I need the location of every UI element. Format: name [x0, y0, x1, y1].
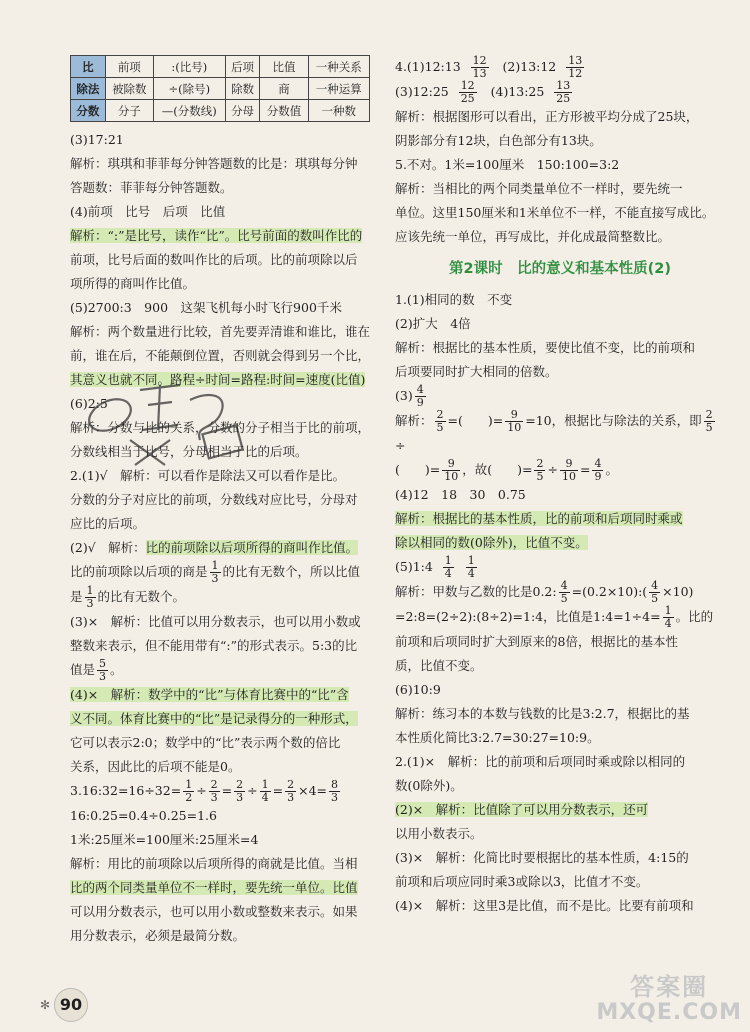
text-span: =( )= [447, 413, 504, 428]
fraction-denominator: 10 [444, 470, 459, 483]
text-line [395, 80, 725, 105]
fraction-denominator: 3 [331, 791, 339, 804]
text-line: 以用小数表示。 [395, 826, 483, 841]
left-column [70, 55, 370, 948]
text-line: (5)2700:3 900 这架飞机每小时飞行900千米 [70, 300, 342, 315]
text-span: ( )= [395, 462, 441, 477]
fraction [554, 80, 572, 105]
text-line: 解析：当相比的两个同类量单位不一样时，要先统一 [395, 181, 683, 196]
fraction [329, 779, 340, 804]
fraction [466, 555, 477, 580]
fraction-denominator: 3 [210, 791, 218, 804]
text-span: 是 [70, 589, 83, 604]
text-line: 5.不对。1米=100厘米 150:100=3:2 [395, 157, 620, 172]
fraction-denominator: 3 [236, 791, 244, 804]
fraction-numerator: 9 [560, 458, 578, 471]
text-line [70, 876, 370, 900]
fraction [459, 80, 477, 105]
fraction [183, 779, 194, 804]
fraction-numerator: 1 [444, 554, 452, 567]
fraction-numerator: 2 [536, 457, 544, 470]
fraction-denominator: 5 [536, 470, 544, 483]
text-line: 1.(1)相同的数 不变 [395, 292, 513, 307]
table-cell: 分子 [105, 100, 153, 122]
fraction [210, 560, 221, 585]
fraction-denominator: 4 [261, 791, 269, 804]
text-line [395, 409, 725, 458]
text-line: 整数来表示，但不能用带有“:”的形式表示。5:3的比 [70, 638, 358, 653]
text-span: (3) [395, 388, 413, 403]
table-cell: 前项 [105, 56, 153, 78]
text-line: (6)10:9 [395, 682, 441, 697]
fraction-numerator: 1 [185, 778, 193, 791]
fraction [209, 779, 220, 804]
text-line: 解析：两个数量进行比较，首先要弄清谁和谁比，谁在 [70, 324, 371, 339]
text-line [395, 605, 725, 630]
fraction-denominator: 5 [560, 592, 568, 605]
fraction [663, 605, 674, 630]
text-span: 3.16:32=16÷32= [70, 783, 182, 798]
fraction-numerator: 12 [472, 54, 487, 67]
table-cell: 比值 [260, 56, 308, 78]
text-span: ÷ [547, 462, 558, 477]
table-row [71, 78, 370, 100]
fraction-denominator: 9 [594, 470, 602, 483]
text-line: 16:0.25=0.4÷0.25=1.6 [70, 808, 217, 823]
fraction-denominator: 3 [287, 791, 295, 804]
text-span: 。 [110, 662, 123, 677]
text-span: 。比的 [675, 609, 714, 624]
fraction-numerator: 2 [436, 408, 444, 421]
fraction-denominator: 2 [185, 791, 193, 804]
table-row [71, 56, 370, 78]
text-line: (4)× 解析：这里3是比值，而不是比。比要有前项和 [395, 898, 694, 913]
fraction-numerator: 2 [287, 778, 295, 791]
text-line [70, 560, 370, 585]
fraction-numerator: 2 [210, 778, 218, 791]
fraction-denominator: 25 [460, 92, 475, 105]
fraction [85, 585, 96, 610]
text-line [395, 55, 725, 80]
text-line [70, 707, 370, 731]
text-span: 的比有无数个。 [97, 589, 186, 604]
highlight-text: 解析：根据比的基本性质，比的前项和后项同时乘或 [395, 511, 683, 526]
fraction-denominator: 25 [556, 92, 571, 105]
fraction-denominator: 5 [651, 592, 659, 605]
text-line: 数(0除外)。 [395, 778, 463, 793]
fraction [415, 384, 426, 409]
ratio-table [70, 55, 370, 122]
text-span: (5)1:4 [395, 559, 433, 574]
highlight-text: (4)× 解析：数学中的“比”与体育比赛中的“比”含 [70, 687, 349, 702]
text-span: 的比有无数个，所以比值 [222, 564, 361, 579]
text-line: 后项要同时扩大相同的倍数。 [395, 364, 558, 379]
lesson-title: 第2课时 比的意义和基本性质(2) [449, 261, 671, 277]
fraction [505, 409, 523, 434]
text-line: 前项和后项应同时乘3或除以3，比值才不变。 [395, 874, 649, 889]
text-line: (3)× 解析：化简比时要根据比的基本性质，4:15的 [395, 850, 689, 865]
text-span: = [221, 783, 233, 798]
text-line: 分数线相当于比号，分母相当于比的后项。 [70, 444, 308, 459]
fraction [234, 779, 245, 804]
text-line: 解析：根据图形可以看出，正方形被平均分成了25块， [395, 109, 699, 124]
fraction [435, 409, 446, 434]
text-span: 比的前项除以后项的商是 [70, 564, 208, 579]
text-span: (4)13:25 [490, 84, 545, 99]
highlight-text: (2)× 解析：比值除了可以用分数表示，还可 [395, 802, 649, 817]
fraction-numerator: 13 [556, 79, 571, 92]
text-line: (2)扩大 4倍 [395, 316, 471, 331]
fraction [592, 458, 603, 483]
text-line: (6)2:5 [70, 396, 108, 411]
text-span: ÷ [395, 438, 406, 453]
text-line: 解析：琪琪和菲菲每分钟答题数的比是：琪琪每分钟 [70, 156, 358, 171]
fraction-denominator: 12 [568, 67, 583, 80]
table-cell: —(分数线) [153, 100, 225, 122]
fraction-numerator: 4 [416, 383, 424, 396]
text-line: 答题数：菲菲每分钟答题数。 [70, 180, 233, 195]
text-line: 单位。这里150厘米和1米单位不一样，不能直接写成比。 [395, 205, 715, 220]
text-line: 它可以表示2:0；数学中的“比”表示两个数的倍比 [70, 735, 341, 750]
fraction [649, 580, 660, 605]
text-line: 用分数表示，必须是最简分数。 [70, 928, 246, 943]
table-cell: 一种关系 [308, 56, 369, 78]
fraction-denominator: 10 [561, 470, 576, 483]
text-line [395, 384, 725, 409]
table-cell: ÷(除号) [153, 78, 225, 100]
fraction [97, 658, 108, 683]
text-line [70, 368, 370, 392]
text-span: 解析： [395, 413, 433, 428]
table-row [71, 100, 370, 122]
text-line: 项所得的商叫作比值。 [70, 276, 196, 291]
fraction [260, 779, 271, 804]
text-line [70, 658, 370, 683]
text-line: 应该先统一单位，再写成比，并化成最简整数比。 [395, 229, 671, 244]
table-cell: 一种运算 [308, 78, 369, 100]
text-line: 解析：根据比的基本性质，要使比值不变，比的前项和 [395, 340, 696, 355]
text-line: 1米:25厘米=100厘米:25厘米=4 [70, 832, 259, 847]
text-span: ÷ [247, 783, 258, 798]
text-line: (3)× 解析：比值可以用分数表示，也可以用小数或 [70, 614, 361, 629]
text-line [395, 531, 725, 555]
fraction-numerator: 1 [211, 559, 219, 572]
right-column [395, 55, 725, 918]
watermark-line: MXQE.COM [596, 1000, 742, 1025]
fraction-numerator: 8 [331, 778, 339, 791]
fraction-numerator: 4 [560, 579, 568, 592]
table-cell: 分数 [71, 100, 106, 122]
watermark-line: 答案圈 [630, 973, 709, 1001]
text-span: ÷ [196, 783, 207, 798]
table-cell: :(比号) [153, 56, 225, 78]
text-span: 解析：甲数与乙数的比是0.2: [395, 584, 557, 599]
highlight-text: 比的两个同类量单位不一样时，要先统一单位。比值 [70, 880, 358, 895]
table-cell: 商 [260, 78, 308, 100]
fraction-denominator: 5 [436, 421, 444, 434]
fraction-numerator: 4 [594, 457, 602, 470]
fraction-numerator: 5 [99, 657, 107, 670]
text-span: 值是 [70, 662, 96, 677]
text-span: ×10) [662, 584, 694, 599]
text-span: ×4= [298, 783, 328, 798]
fraction-numerator: 1 [664, 604, 672, 617]
text-span: = [579, 462, 591, 477]
table-cell: 除法 [71, 78, 106, 100]
table-cell: 一种数 [308, 100, 369, 122]
fraction-numerator: 2 [236, 778, 244, 791]
fraction-numerator: 9 [442, 458, 460, 471]
text-span: (3)12:25 [395, 84, 449, 99]
fraction-numerator: 1 [261, 778, 269, 791]
table-cell: 分数值 [260, 100, 308, 122]
answer-label: (2)√ 解析： [70, 540, 146, 555]
fraction [566, 55, 584, 80]
text-line: 解析：用比的前项除以后项所得的商就是比值。当相 [70, 856, 358, 871]
table-cell: 被除数 [105, 78, 153, 100]
page-number [40, 988, 88, 1022]
text-line [70, 779, 370, 804]
text-span: (2)13:12 [502, 59, 557, 74]
highlight-text: 比的前项除以后项所得的商叫作比值。 [145, 540, 359, 555]
page-number-badge: 90 [54, 988, 88, 1022]
text-line: 前项和后项同时扩大到原来的8倍，根据比的基本性 [395, 634, 678, 649]
text-line: 应比的后项。 [70, 516, 146, 531]
text-span: =(0.2×10):( [571, 584, 648, 599]
text-line: 前项，比号后面的数叫作比的后项。比的前项除以后 [70, 252, 358, 267]
fraction [704, 409, 715, 434]
fraction-numerator: 4 [651, 579, 659, 592]
fraction [285, 779, 296, 804]
table-cell: 除数 [225, 78, 260, 100]
text-line [70, 683, 370, 707]
text-line: (3)17:21 [70, 132, 124, 147]
table-cell: 比 [71, 56, 106, 78]
text-line: 2.(1)√ 解析：可以看作是除法又可以看作是比。 [70, 468, 346, 483]
highlight-text: 义不同。体育比赛中的“比”是记录得分的一种形式， [70, 711, 358, 726]
fraction-denominator: 4 [664, 617, 672, 630]
text-line: 2.(1)× 解析：比的前项和后项同时乘或除以相同的 [395, 754, 686, 769]
text-line [395, 555, 725, 580]
text-line: 关系，因此比的后项不能是0。 [70, 759, 241, 774]
text-span: =2:8=(2÷2):(8÷2)=1:4，比值是1:4=1÷4= [395, 609, 661, 624]
text-span: = [272, 783, 284, 798]
fraction-denominator: 9 [416, 396, 424, 409]
fraction-numerator: 9 [505, 409, 523, 422]
fraction-numerator: 1 [467, 554, 475, 567]
fraction-denominator: 13 [472, 67, 487, 80]
text-line [70, 224, 370, 248]
text-line: (4)12 18 30 0.75 [395, 487, 526, 502]
text-line [395, 458, 725, 483]
fraction-denominator: 3 [99, 670, 107, 683]
text-line: 本性质化简比3:2.7=30:27=10:9。 [395, 730, 600, 745]
fraction-numerator: 12 [460, 79, 475, 92]
text-line [395, 507, 725, 531]
text-line: 质，比值不变。 [395, 658, 483, 673]
fraction-denominator: 5 [705, 421, 713, 434]
table-cell: 后项 [225, 56, 260, 78]
highlight-text: 其意义也就不同。路程÷时间=路程:时间=速度(比值) [70, 372, 366, 387]
highlight-text: 除以相同的数(0除外)，比值不变。 [395, 535, 588, 550]
text-line [70, 585, 370, 610]
watermark [596, 974, 742, 1026]
text-line [395, 798, 725, 822]
fraction [443, 555, 454, 580]
fraction-denominator: 10 [507, 421, 522, 434]
fraction [559, 580, 570, 605]
table-cell: 分母 [225, 100, 260, 122]
fraction-numerator: 2 [705, 408, 713, 421]
text-span: =10，根据比与除法的关系，即 [525, 413, 702, 428]
text-span: 4.(1)12:13 [395, 59, 461, 74]
fraction [471, 55, 489, 80]
fraction-denominator: 3 [86, 597, 94, 610]
text-line: 解析：分数与比的关系，分数的分子相当于比的前项， [70, 420, 371, 435]
fraction-denominator: 4 [467, 567, 475, 580]
text-span: 。 [605, 462, 618, 477]
text-line: 阴影部分有12块，白色部分有13块。 [395, 133, 602, 148]
text-line [70, 536, 370, 560]
fraction-denominator: 3 [211, 572, 219, 585]
text-line: 解析：练习本的本数与钱数的比是3:2.7，根据比的基 [395, 706, 690, 721]
fraction [534, 458, 545, 483]
fraction [560, 458, 578, 483]
text-line: 分数的分子对应比的前项，分数线对应比号，分母对 [70, 492, 358, 507]
text-line: 可以用分数表示，也可以用小数或整数来表示。如果 [70, 904, 358, 919]
fraction [442, 458, 460, 483]
text-span: ，故( )= [462, 462, 533, 477]
star-icon: ✻ [40, 998, 51, 1012]
text-line: (4)前项 比号 后项 比值 [70, 204, 226, 219]
fraction-numerator: 1 [86, 584, 94, 597]
fraction-numerator: 13 [568, 54, 583, 67]
text-line: 前，谁在后，不能颠倒位置，否则就会得到另一个比， [70, 348, 371, 363]
text-line [395, 580, 725, 605]
fraction-denominator: 4 [444, 567, 452, 580]
highlight-text: 解析：“:”是比号，读作“比”。比号前面的数叫作比的 [70, 228, 363, 243]
